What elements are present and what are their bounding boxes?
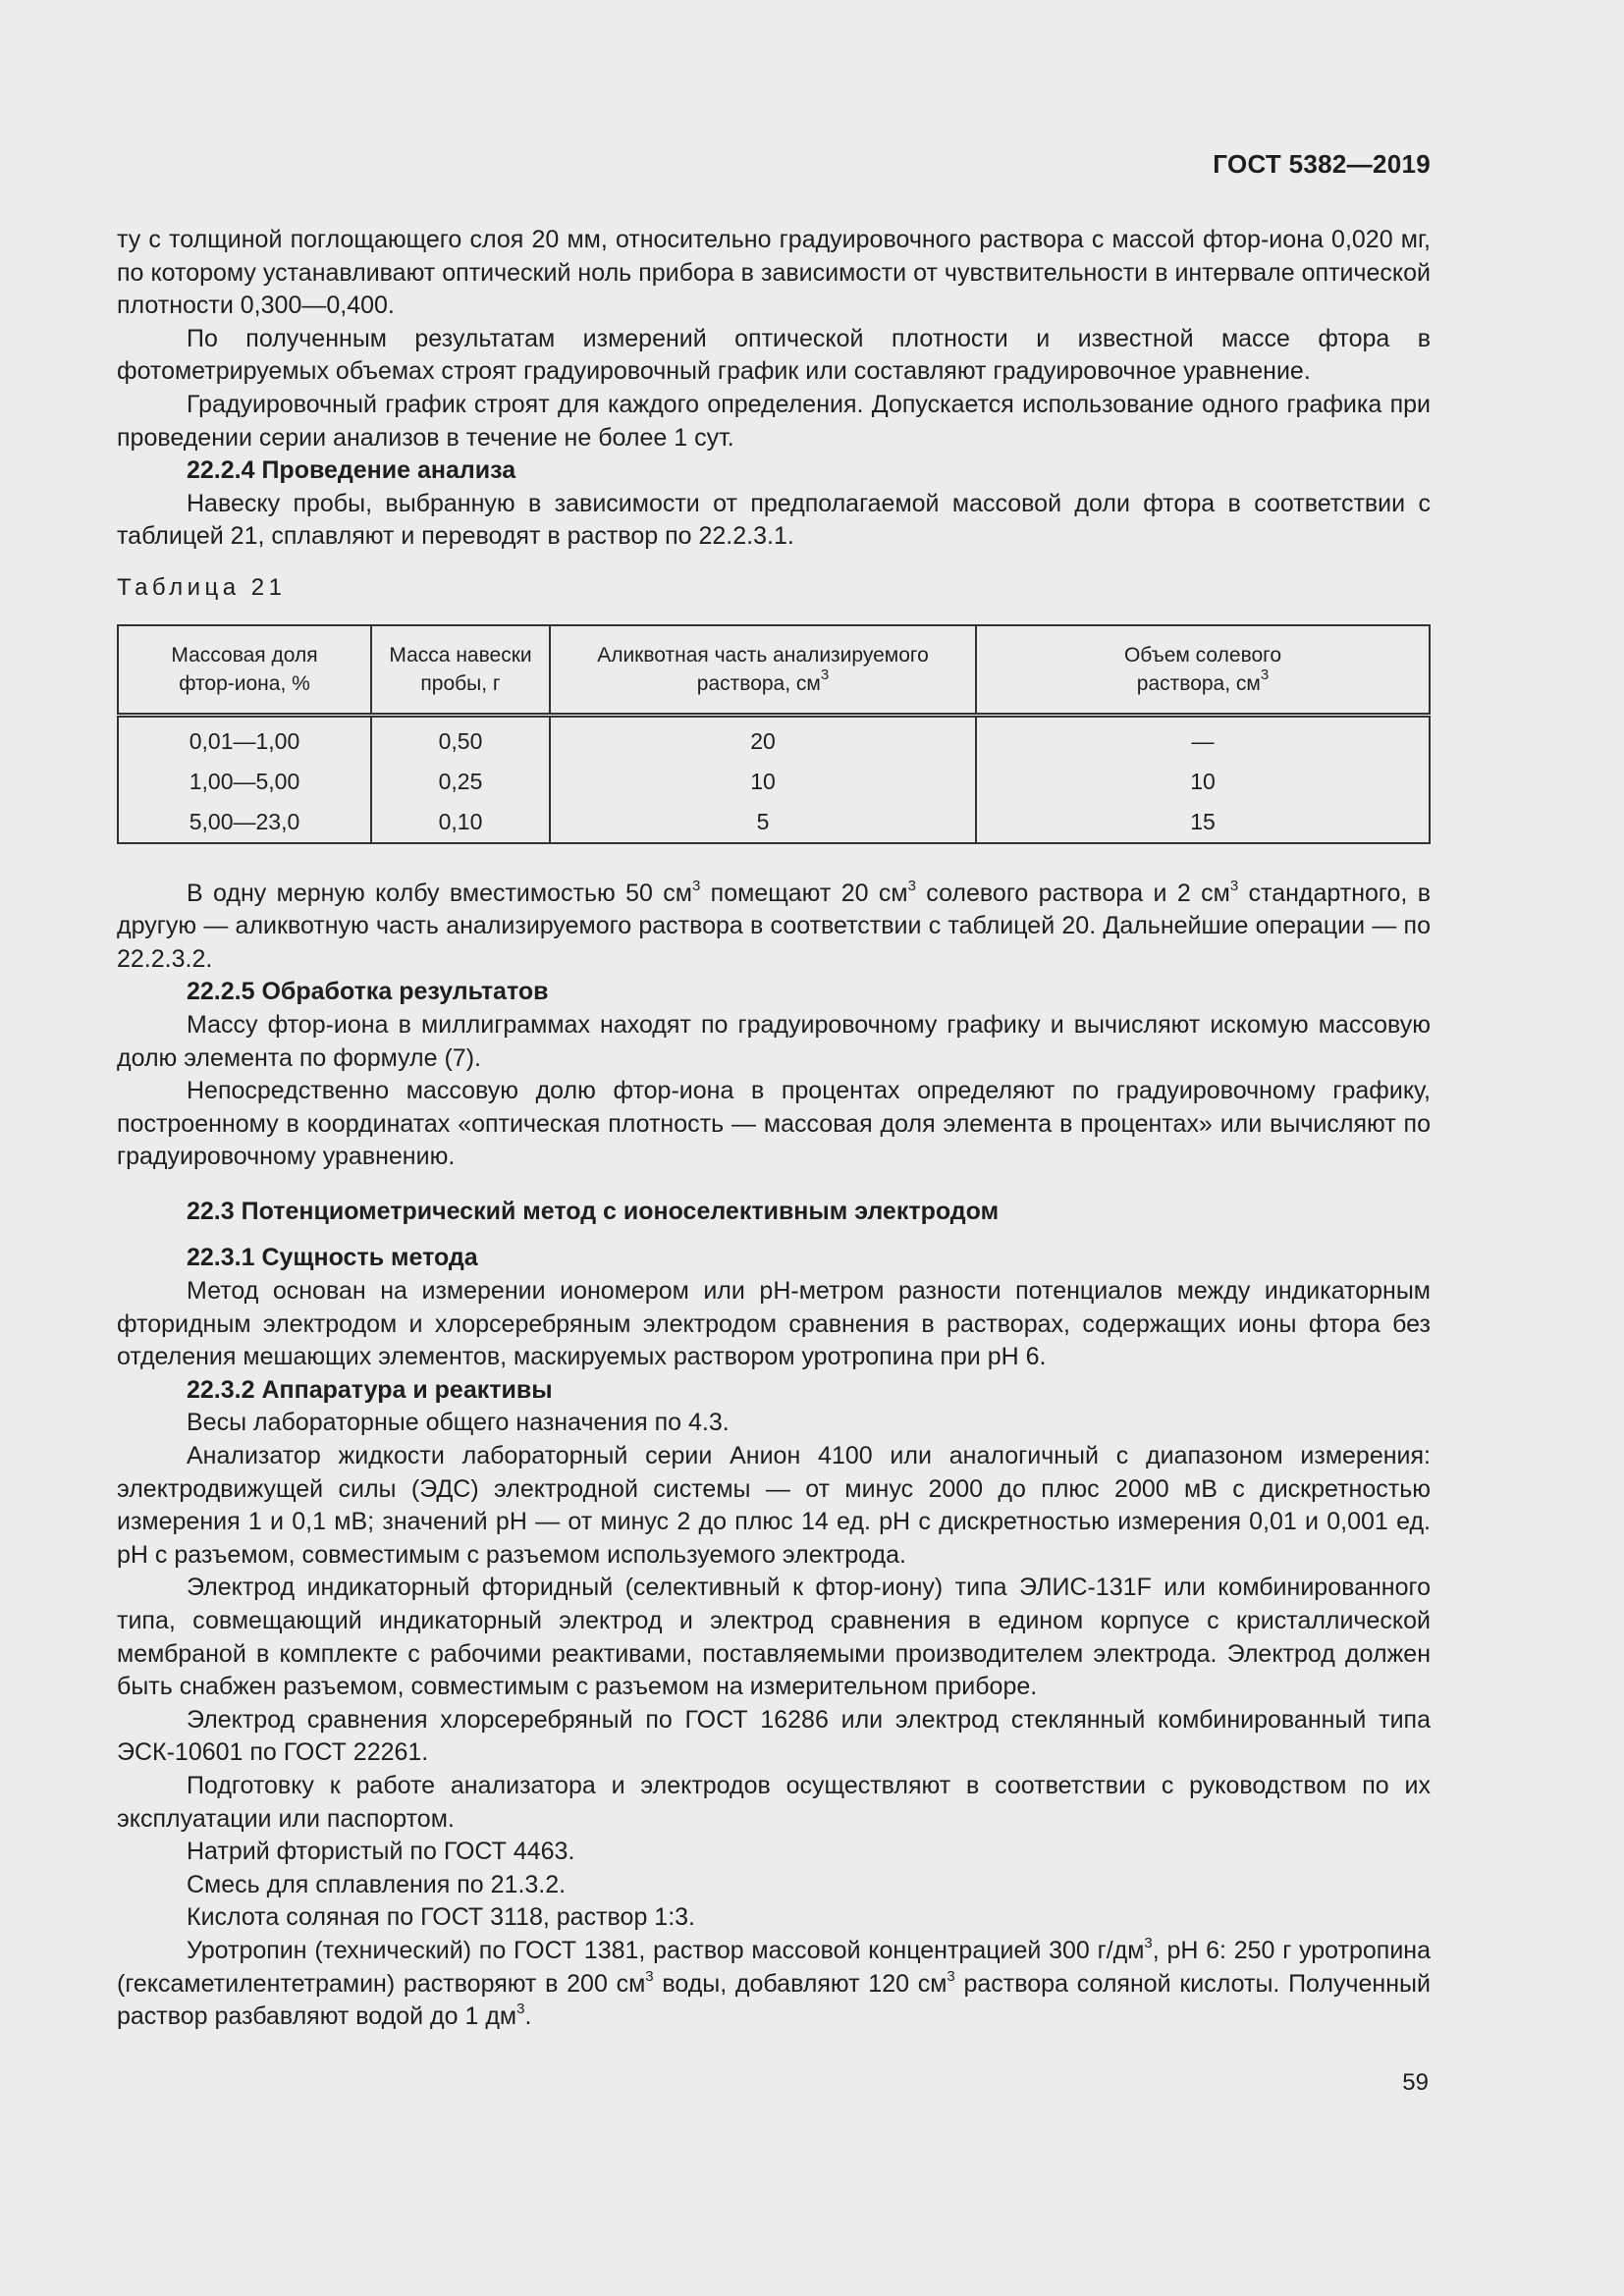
paragraph: В одну мерную колбу вместимостью 50 $см^3$ помещают 20 $см^3$ солевого раствора и 2 $см^3$ стандартного, в другую — аликвотную часть анализируемого раствора в соответствии с таблицей 20. Дальнейшие операции — по 22.2.3.2. — [117, 877, 1431, 973]
list-item: Кислота соляная по ГОСТ 3118, раствор 1:3. — [187, 1903, 695, 1932]
table-cell: 1,00—5,00 — [118, 762, 371, 802]
table-row — [118, 715, 1430, 762]
paragraph: По полученным результатам измерений оптической плотности и известной массе фтора в фотометрируемых объемах строят градуировочный график или составляют градуировочное уравнение. — [117, 324, 1431, 386]
column-header: Масса навески пробы, г — [371, 625, 550, 716]
page-number: 59 — [1402, 2069, 1429, 2096]
table-cell: 0,10 — [371, 802, 550, 843]
table-cell: 0,01—1,00 — [118, 715, 371, 762]
paragraph: Метод основан на измерении иономером или pH-метром разности потенциалов между индикаторным фторидным электродом и хлорсеребряным электродом сравнения в растворах, содержащих ионы фтора без отделения мешающих элементов, маскируемых раствором уротропина при pH 6. — [117, 1277, 1431, 1371]
list-item: Весы лабораторные общего назначения по 4.3. — [187, 1409, 730, 1437]
page-body — [117, 224, 1431, 2034]
table-cell: 20 — [550, 715, 976, 762]
table-cell: 0,25 — [371, 762, 550, 802]
paragraph: Непосредственно массовую долю фтор-иона в процентах определяют по градуировочному графику, построенному в координатах «оптическая плотность — массовая доля элемента в процентах» или вычисляют по градуировочному уравнению. — [117, 1077, 1431, 1171]
list-item: Анализатор жидкости лабораторный серии Анион 4100 или аналогичный с диапазоном измерения: электродвижущей силы (ЭДС) электродной системы — от минус 2000 до плюс 2000 мВ с дискретностью измерения 1 и 0,1 мВ; значений pH — от минус 2 до плюс 14 ед. pH с дискретностью измерения 0,01 и 0,001 ед. pH с разъемом, совместимым с разъемом используемого электрода. — [117, 1442, 1431, 1569]
table-caption: Таблица 21 — [117, 573, 287, 601]
paragraph: Массу фтор-иона в миллиграммах находят по градуировочному графику и вычисляют искомую массовую долю элемента по формуле (7). — [117, 1010, 1431, 1072]
table-row — [118, 762, 1430, 802]
list-item: Электрод индикаторный фторидный (селективный к фтор-иону) типа ЭЛИС-131F или комбинированного типа, совмещающий индикаторный электрод и электрод сравнения в едином корпусе с кристаллической мембраной в комплекте с рабочими реактивами, поставляемыми производителем электрода. Электрод должен быть снабжен разъемом, совместимым с разъемом на измерительном приборе. — [117, 1574, 1431, 1701]
table-cell: 5,00—23,0 — [118, 802, 371, 843]
table-cell: 10 — [976, 762, 1430, 802]
list-item: Электрод сравнения хлорсеребряный по ГОСТ 16286 или электрод стеклянный комбинированный типа ЭСК-10601 по ГОСТ 22261. — [117, 1705, 1431, 1767]
table-cell: 15 — [976, 802, 1430, 843]
column-header: Аликвотная часть анализируемого раствора, $см^3$ — [550, 625, 976, 716]
table-header-row — [118, 625, 1430, 716]
table-row — [118, 802, 1430, 843]
table-cell: — — [976, 715, 1430, 762]
paragraph: Навеску пробы, выбранную в зависимости от предполагаемой массовой доли фтора в соответствии с таблицей 21, сплавляют и переводят в раствор по 22.2.3.1. — [117, 489, 1431, 551]
section-heading: 22.2.4 Проведение анализа — [187, 456, 516, 485]
paragraph: ту с толщиной поглощающего слоя 20 мм, относительно градуировочного раствора с массой фтор-иона 0,020 мг, по которому устанавливают оптический ноль прибора в зависимости от чувствительности в интервале оптической плотности 0,300—0,400. — [117, 226, 1431, 320]
table-cell: 0,50 — [371, 715, 550, 762]
list-item: Смесь для сплавления по 21.3.2. — [187, 1870, 567, 1898]
section-heading: 22.3.2 Аппаратура и реактивы — [187, 1375, 553, 1404]
document-id: ГОСТ 5382—2019 — [1213, 149, 1431, 179]
table-cell: 10 — [550, 762, 976, 802]
column-header: Объем солевого раствора, $см^3$ — [976, 625, 1430, 716]
list-item: Уротропин (технический) по ГОСТ 1381, раствор массовой концентрацией 300 $г/дм^3$, pH 6: 250 г уротропина (гексаметилентетрамин) растворяют в 200 $см^3$ воды, добавляют 120 $см^3$ раствора соляной кислоты. Полученный раствор разбавляют водой до 1 $дм^3$. — [117, 1934, 1431, 2031]
data-table — [117, 624, 1431, 844]
list-item: Натрий фтористый по ГОСТ 4463. — [187, 1838, 575, 1866]
table-cell: 5 — [550, 802, 976, 843]
section-heading: 22.3 Потенциометрический метод с ионоселективным электродом — [187, 1197, 1000, 1225]
section-heading: 22.2.5 Обработка результатов — [187, 978, 549, 1006]
column-header: Массовая доля фтор-иона, % — [118, 625, 371, 716]
list-item: Подготовку к работе анализатора и электродов осуществляют в соответствии с руководством по их эксплуатации или паспортом. — [117, 1771, 1431, 1833]
paragraph: Градуировочный график строят для каждого определения. Допускается использование одного графика при проведении серии анализов в течение не более 1 сут. — [117, 390, 1431, 452]
section-heading: 22.3.1 Сущность метода — [187, 1244, 478, 1272]
